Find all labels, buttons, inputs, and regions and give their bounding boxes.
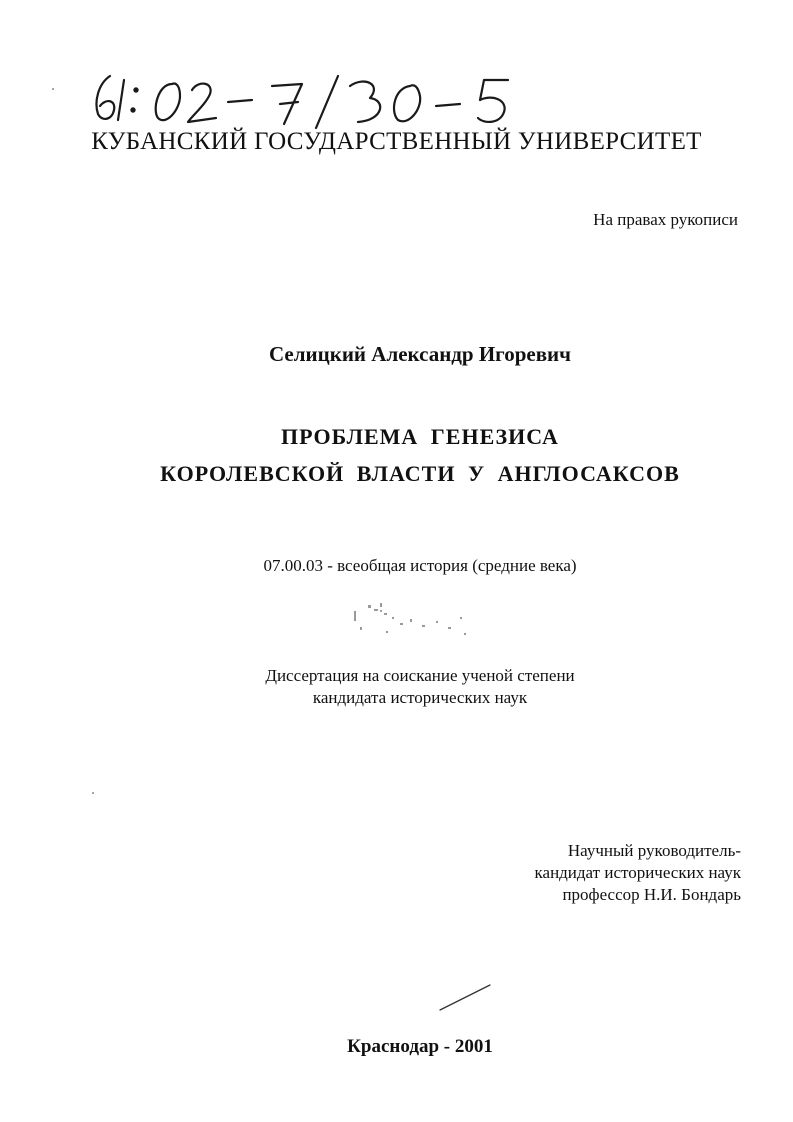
supervisor-line-3: профессор Н.И. Бондарь bbox=[562, 885, 741, 904]
degree-line-1: Диссертация на соискание ученой степени bbox=[265, 666, 575, 685]
faded-stamp bbox=[340, 593, 475, 643]
scan-speck bbox=[380, 610, 382, 612]
university-name: КУБАНСКИЙ ГОСУДАРСТВЕННЫЙ УНИВЕРСИТЕТ bbox=[91, 128, 702, 155]
handwritten-archive-code bbox=[88, 62, 528, 132]
supervisor-line-2: кандидат исторических наук bbox=[534, 863, 741, 882]
dissertation-degree bbox=[0, 665, 793, 709]
pen-stroke-drawing bbox=[438, 982, 493, 1012]
title-line-1: ПРОБЛЕМА ГЕНЕЗИСА bbox=[281, 424, 559, 449]
scan-speck bbox=[52, 88, 54, 90]
pen-stroke bbox=[438, 982, 493, 1012]
rights-note: На правах рукописи bbox=[593, 210, 738, 229]
specialty-code: 07.00.03 - всеобщая история (средние века) bbox=[263, 556, 577, 575]
title-line-2: КОРОЛЕВСКОЙ ВЛАСТИ У АНГЛОСАКСОВ bbox=[160, 461, 680, 486]
supervisor-block bbox=[535, 840, 741, 906]
scan-speck bbox=[92, 792, 94, 794]
dissertation-title bbox=[0, 418, 793, 492]
stamp-marks bbox=[340, 593, 475, 643]
city-year: Краснодар - 2001 bbox=[347, 1036, 493, 1057]
handwritten-code-drawing bbox=[88, 62, 528, 132]
supervisor-line-1: Научный руководитель- bbox=[567, 841, 741, 860]
author-name: Селицкий Александр Игоревич bbox=[269, 342, 571, 366]
degree-line-2: кандидата исторических наук bbox=[312, 688, 528, 707]
